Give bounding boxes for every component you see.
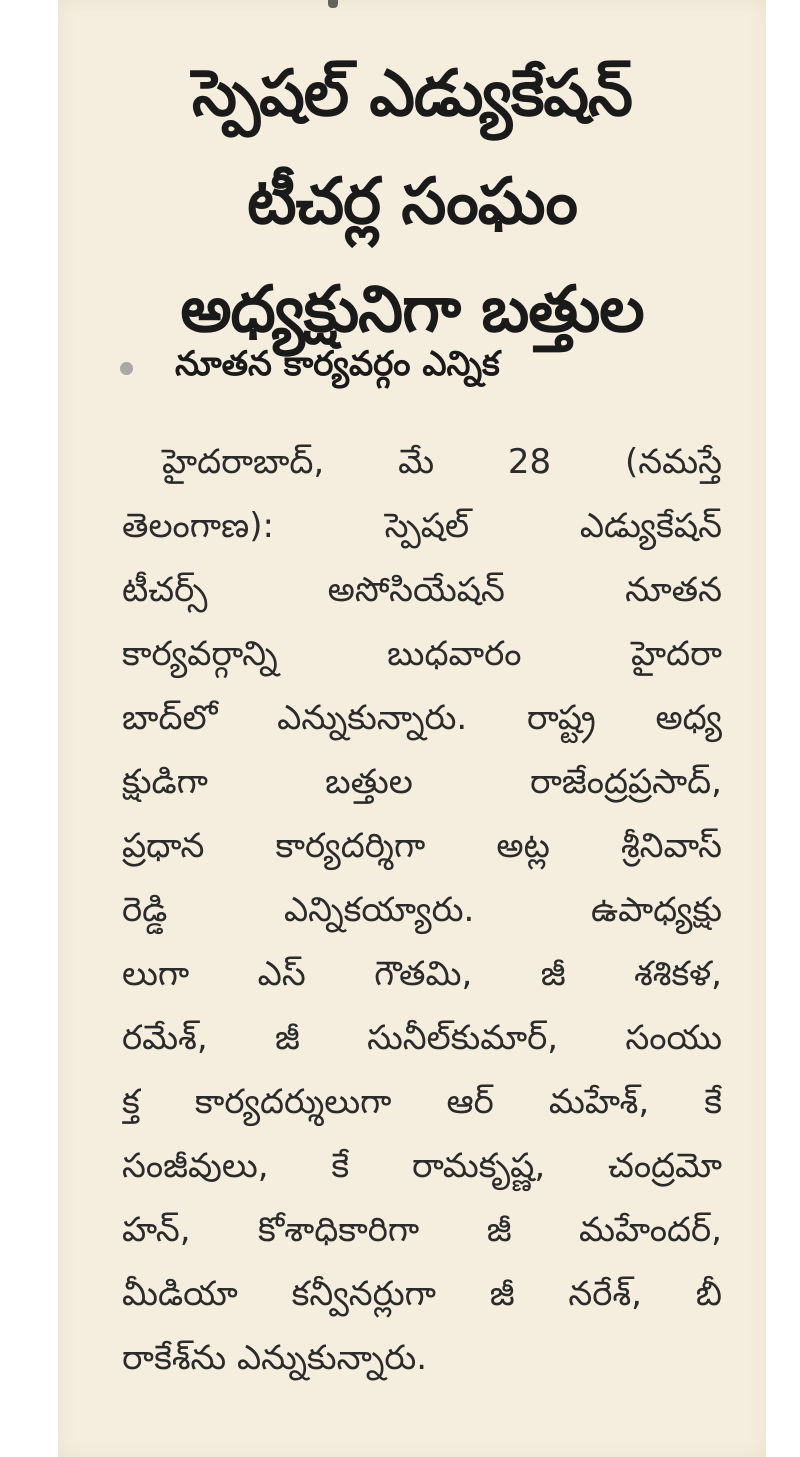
- newspaper-clipping: [58, 0, 766, 1457]
- body-line: లుగా ఎస్ గౌతమి, జీ శశికళ,: [122, 954, 722, 994]
- body-line: క్త కార్యదర్శులుగా ఆర్ మహేశ్, కే: [122, 1082, 722, 1122]
- subheading: [120, 340, 740, 396]
- headline: [58, 40, 766, 364]
- subheading-text: నూతన కార్యవర్గం ఎన్నిక: [175, 344, 500, 384]
- body-line: రెడ్డి ఎన్నికయ్యారు. ఉపాధ్యక్షు: [122, 890, 722, 930]
- article-body: [122, 430, 722, 1390]
- headline-line-1: స్పెషల్ ఎడ్యుకేషన్: [192, 57, 632, 131]
- body-line: హన్, కోశాధికారిగా జీ మహేందర్,: [122, 1210, 722, 1250]
- body-line: బాద్‌లో ఎన్నుకున్నారు. రాష్ట్ర అధ్య: [122, 698, 722, 738]
- clipping-top-mark: [328, 0, 338, 8]
- body-line: తెలంగాణ): స్పెషల్ ఎడ్యుకేషన్: [122, 506, 722, 546]
- body-line: సంజీవులు, కే రామకృష్ణ, చంద్రమో: [122, 1146, 722, 1186]
- body-line: ప్రధాన కార్యదర్శిగా అట్ల శ్రీనివాస్: [122, 826, 722, 866]
- body-line: రమేశ్, జీ సునీల్‌కుమార్, సంయు: [122, 1018, 722, 1058]
- body-line: టీచర్స్ అసోసియేషన్ నూతన: [122, 570, 722, 610]
- body-line: క్షుడిగా బత్తుల రాజేంద్రప్రసాద్,: [122, 762, 722, 802]
- body-line: రాకేశ్‌ను ఎన్నుకున్నారు.: [122, 1338, 428, 1378]
- headline-line-3: అధ్యక్షునిగా బత్తుల: [180, 273, 644, 347]
- body-line: మీడియా కన్వీనర్లుగా జీ నరేశ్, బీ: [122, 1274, 722, 1314]
- body-line: హైదరాబాద్, మే 28 (నమస్తే: [162, 442, 722, 482]
- headline-line-2: టీచర్ల సంఘం: [247, 165, 577, 239]
- bullet-icon: [120, 362, 133, 375]
- body-line: కార్యవర్గాన్ని బుధవారం హైదరా: [122, 634, 722, 674]
